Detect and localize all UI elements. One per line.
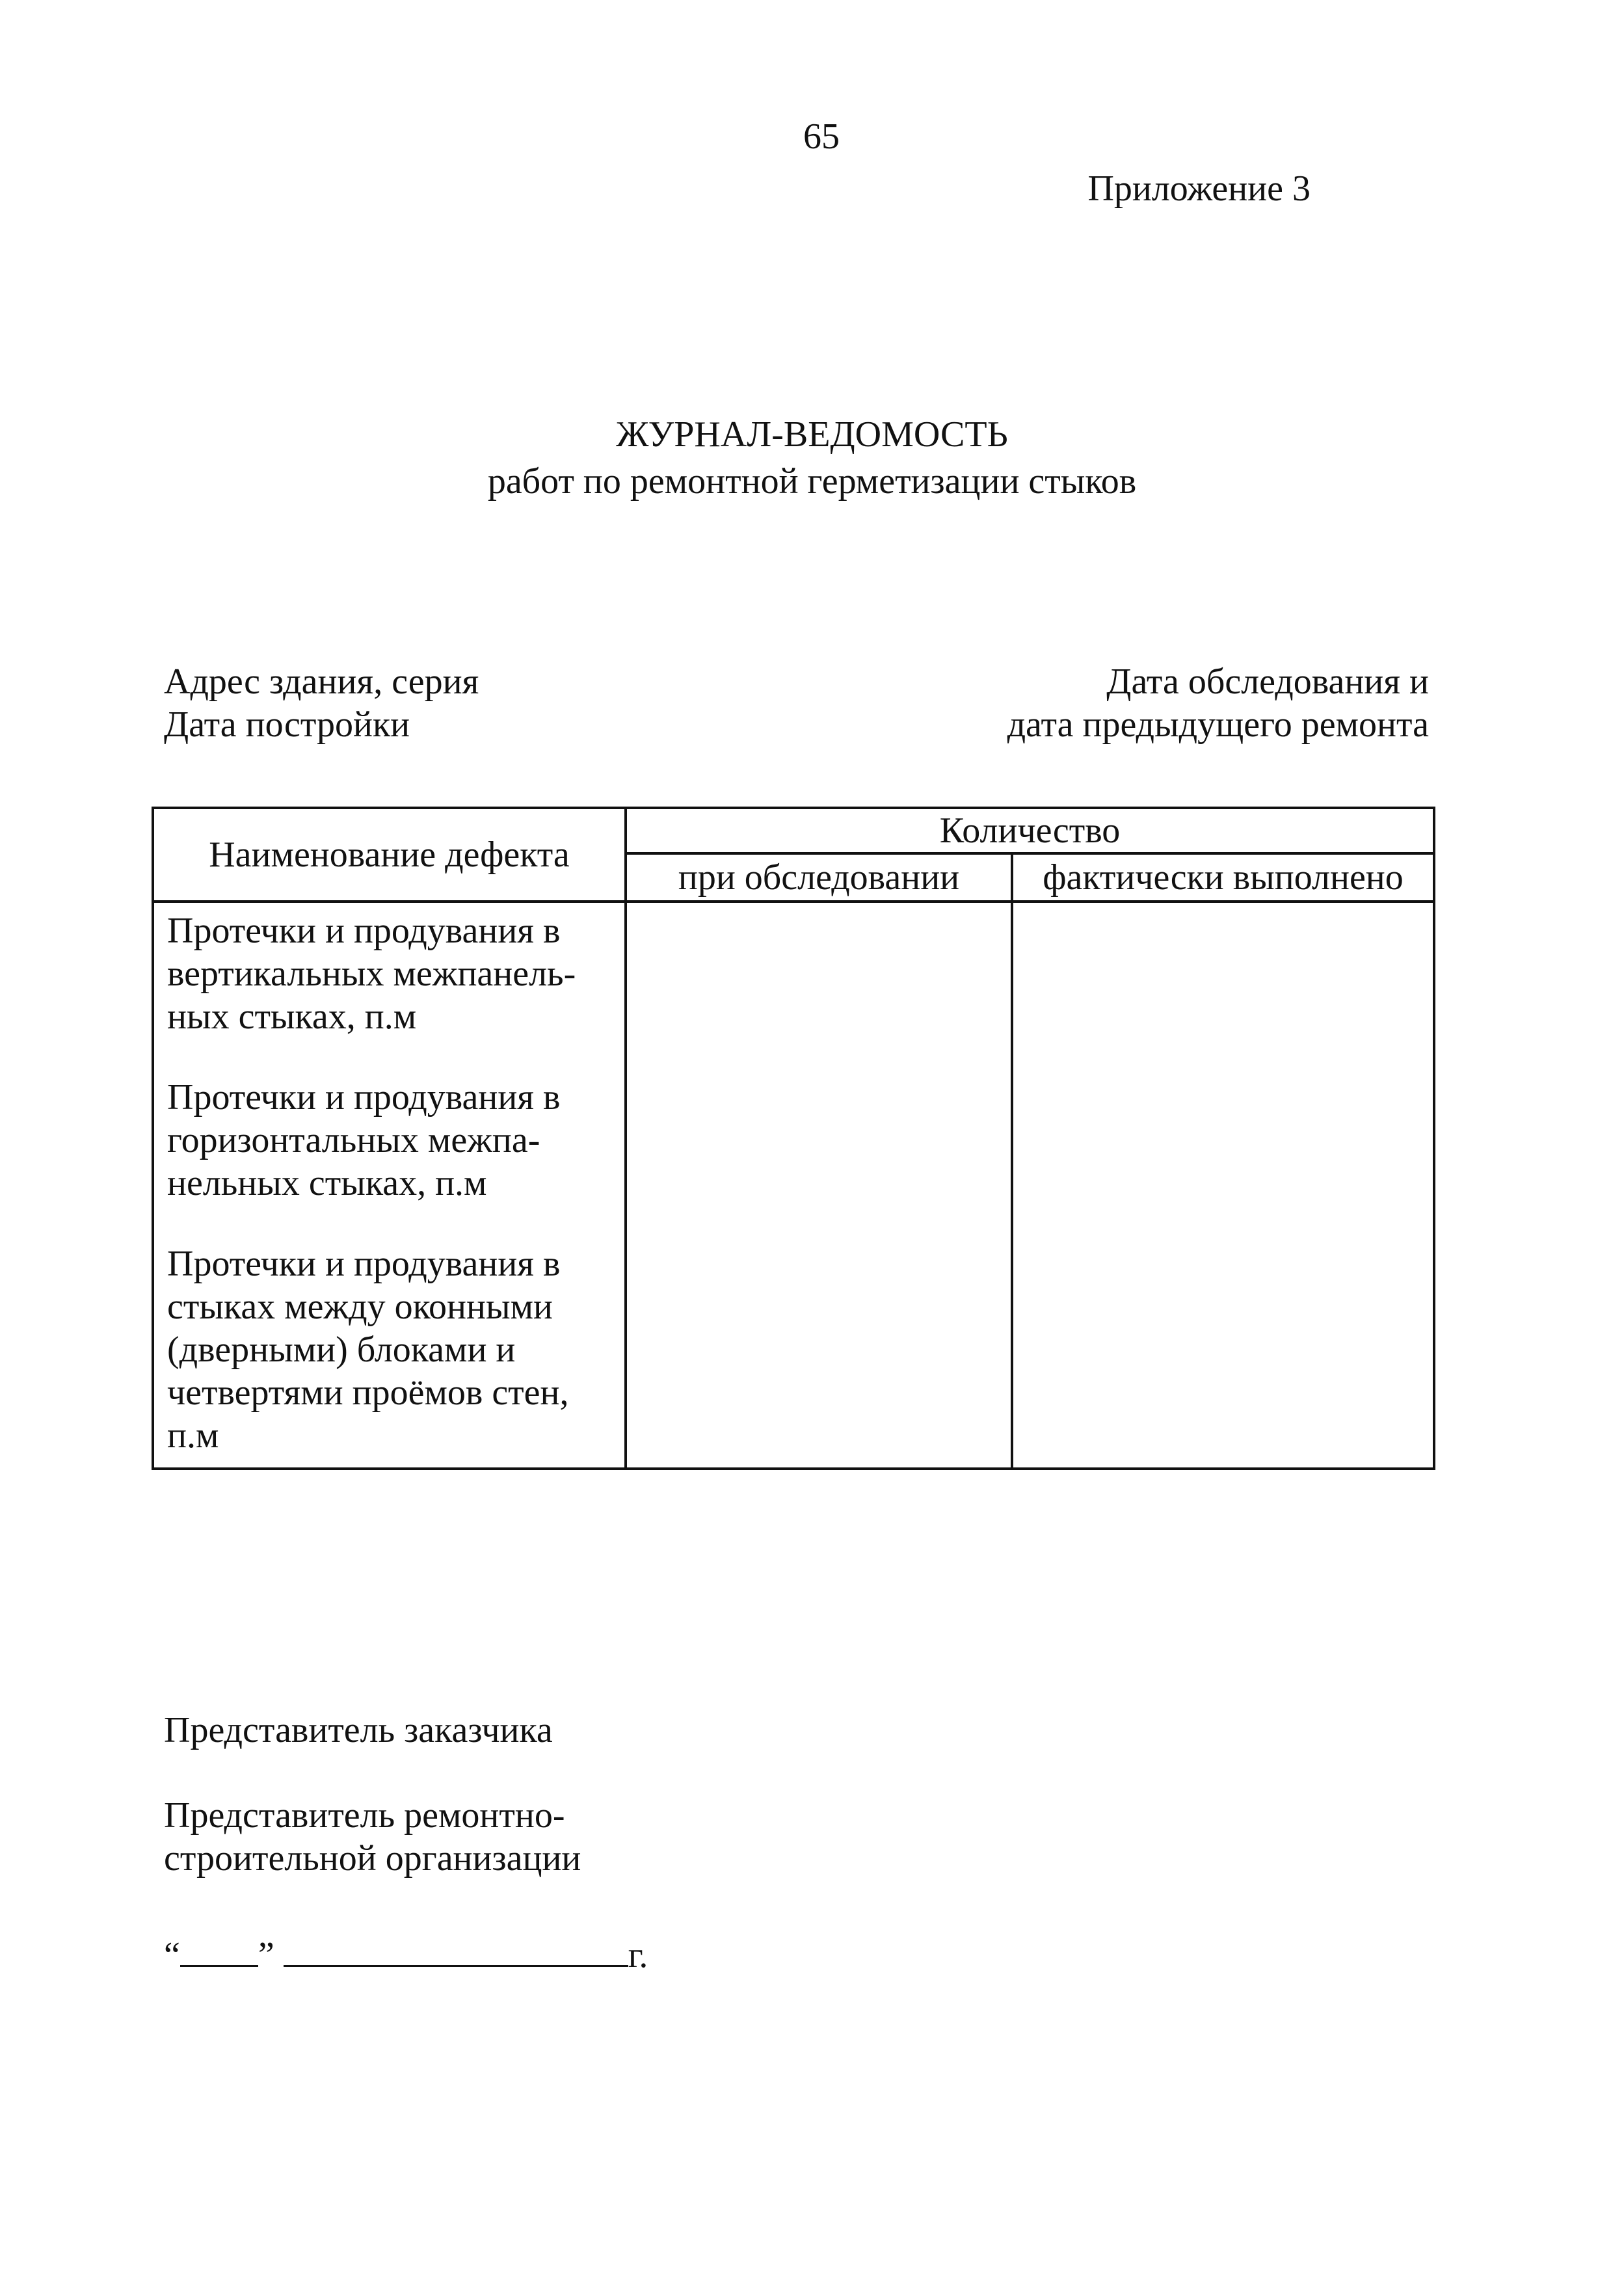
survey-quantity-cell[interactable] [626,902,1012,1469]
defects-table [152,807,1435,1470]
survey-info [1007,660,1429,746]
date-open-quote: “ [164,1935,180,1975]
document-title: ЖУРНАЛ-ВЕДОМОСТЬ [616,414,1008,455]
appendix-label: Приложение 3 [1087,168,1311,209]
defect-item-vertical: Протечки и продувания в вертикальных межпанель- ных стыках, п.м [167,911,576,1037]
page-number: 65 [803,116,840,157]
building-address-label: Адрес здания, серия [164,662,479,702]
month-year-blank[interactable] [284,1935,628,1967]
defect-list-cell [153,902,626,1469]
done-quantity-cell[interactable] [1012,902,1434,1469]
defect-item-horizontal: Протечки и продувания в горизонтальных межпа- нельных стыках, п.м [167,1077,561,1203]
header-quantity: Количество [626,808,1434,853]
build-date-label: Дата постройки [164,704,410,745]
org-representative-label: Представитель ремонтно- строительной организации [164,1795,581,1879]
building-info [164,660,479,746]
date-line [164,1935,648,1973]
year-suffix: г. [628,1935,648,1975]
header-actually-done: фактически выполнено [1012,853,1434,902]
table-row [153,902,1434,1469]
header-defect-name: Наименование дефекта [153,808,626,902]
customer-representative-label: Представитель заказчика [164,1710,553,1750]
header-at-survey: при обследовании [626,853,1012,902]
date-close-quote: ” [258,1935,274,1975]
defect-item-openings: Протечки и продувания в стыках между оконными (дверными) блоками и четвертями проёмов стен, п.м [167,1244,569,1456]
day-blank[interactable] [180,1935,258,1967]
prev-repair-date-label: дата предыдущего ремонта [1007,704,1429,745]
document-subtitle: работ по ремонтной герметизации стыков [487,461,1137,502]
survey-date-label: Дата обследования и [1106,662,1429,702]
